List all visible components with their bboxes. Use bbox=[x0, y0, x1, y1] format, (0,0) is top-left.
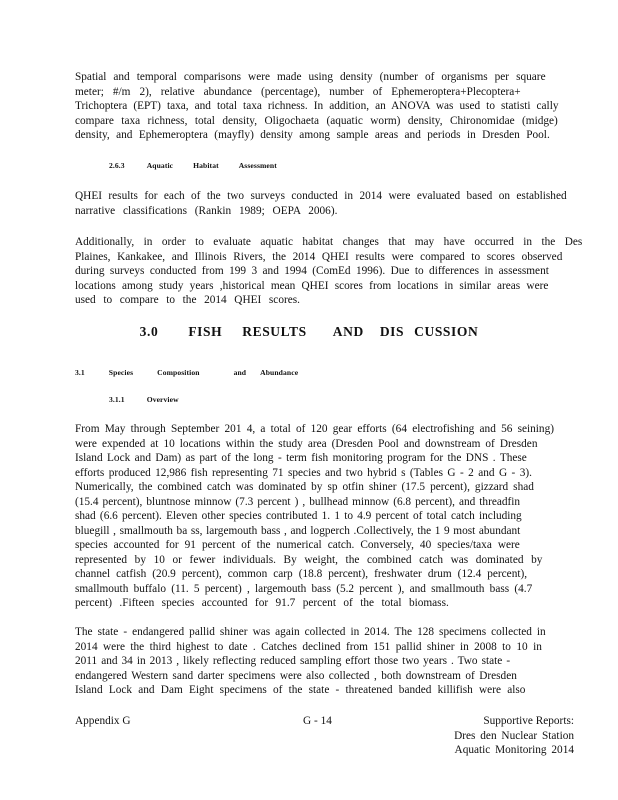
text-line: bluegill , smallmouth ba ss, largemouth bass , and logperch .Collectively, the 1 9 most abundant bbox=[75, 524, 521, 537]
text-line: smallmouth buffalo (11. 5 percent) , largemouth bass (5.2 percent ), and smallmouth bass (4.7 bbox=[75, 582, 533, 595]
text-line: Additionally, in order to evaluate aquatic habitat changes that may have occurred in the Des bbox=[75, 236, 583, 248]
section-heading-3-1: 3.1 Species Composition and Abundance bbox=[75, 368, 299, 377]
footer-page-number: G - 14 bbox=[303, 715, 332, 727]
text-line: locations among study years ,historical mean QHEI scores from locations in similar areas were bbox=[75, 279, 549, 292]
text-line: efforts produced 12,986 fish representing 71 species and two hybrid s (Tables G - 2 and G - 3). bbox=[75, 466, 532, 479]
text-line: narrative classifications (Rankin 1989; OEPA 2006). bbox=[75, 204, 338, 217]
footer-report-line: Dres den Nuclear Station bbox=[454, 729, 574, 742]
paragraph-habitat-comparison bbox=[75, 235, 583, 308]
text-line: (15.4 percent), bluntnose minnow (7.3 percent ) , bullhead minnow (6.8 percent), and threadfin bbox=[75, 495, 521, 508]
paragraph-fish-overview bbox=[75, 422, 554, 611]
text-line: Plaines, Kankakee, and Illinois Rivers, the 2014 QHEI results were compared to scores observed bbox=[75, 250, 563, 263]
section-heading-3-1-1: 3.1.1 Overview bbox=[109, 395, 179, 404]
text-line: The state - endangered pallid shiner was again collected in 2014. The 128 specimens collected in bbox=[75, 626, 546, 638]
text-line: QHEI results for each of the two surveys conducted in 2014 were evaluated based on established bbox=[75, 190, 567, 202]
text-line: meter; #/m 2), relative abundance (percentage), number of Ephemeroptera+Plecoptera+ bbox=[75, 85, 521, 98]
text-line: percent) .Fifteen species accounted for 91.7 percent of the total biomass. bbox=[75, 597, 449, 609]
paragraph-statistical-comparisons bbox=[75, 70, 559, 143]
text-line: 2014 were the third highest to date . Catches declined from 151 pallid shiner in 2008 to 10 in bbox=[75, 640, 542, 653]
text-line: From May through September 201 4, a total of 120 gear efforts (64 electrofishing and 56 seining) bbox=[75, 423, 554, 435]
text-line: Island Lock and Dam Eight specimens of the state - threatened banded killifish were also bbox=[75, 684, 526, 696]
text-line: shad (6.6 percent). Eleven other species contributed 1. 1 to 4.9 percent of total catch including bbox=[75, 510, 522, 522]
text-line: used to compare to the 2014 QHEI scores. bbox=[75, 294, 300, 306]
text-line: Numerically, the combined catch was dominated by sp otfin shiner (17.5 percent), gizzard shad bbox=[75, 481, 534, 493]
text-line: 2011 and 34 in 2013 , likely reflecting reduced sampling effort those two years . Two state - bbox=[75, 655, 511, 667]
text-line: species accounted for 91 percent of the numerical catch. Conversely, 40 species/taxa were bbox=[75, 539, 520, 551]
footer-report-line: Aquatic Monitoring 2014 bbox=[454, 744, 574, 756]
footer-appendix-label: Appendix G bbox=[75, 715, 131, 727]
paragraph-pallid-shiner bbox=[75, 625, 546, 698]
footer-report-title bbox=[454, 714, 574, 758]
text-line: compare taxa richness, total density, Oligochaeta (aquatic worm) density, Chironomidae (midge) bbox=[75, 114, 558, 127]
section-heading-3-0: 3.0 FISH RESULTS AND DIS CUSSION bbox=[139, 324, 479, 339]
footer-report-line: Supportive Reports: bbox=[483, 715, 574, 727]
text-line: Trichoptera (EPT) taxa, and total taxa richness. In addition, an ANOVA was used to statisti cally bbox=[75, 100, 559, 112]
text-line: density, and Ephemeroptera (mayfly) density among sample areas and periods in Dresden Pool. bbox=[75, 129, 550, 141]
text-line: Spatial and temporal comparisons were made using density (number of organisms per square bbox=[75, 71, 546, 83]
text-line: Island Lock and Dam) as part of the long - term fish monitoring program for the DNS . These bbox=[75, 452, 527, 464]
text-line: channel catfish (20.9 percent), common carp (18.8 percent), freshwater drum (12.4 percent), bbox=[75, 568, 528, 580]
paragraph-qhei-results bbox=[75, 189, 567, 218]
text-line: represented by 10 or fewer individuals. By weight, the combined catch was dominated by bbox=[75, 553, 543, 566]
text-line: during surveys conducted from 199 3 and 1994 (ComEd 1996). Due to differences in assessment bbox=[75, 265, 549, 277]
section-heading-2-6-3: 2.6.3 Aquatic Habitat Assessment bbox=[109, 161, 277, 170]
text-line: endangered Western sand darter specimens were also collected , both downstream of Dresden bbox=[75, 669, 517, 682]
text-line: were expended at 10 locations within the study area (Dresden Pool and downstream of Dresden bbox=[75, 437, 538, 450]
